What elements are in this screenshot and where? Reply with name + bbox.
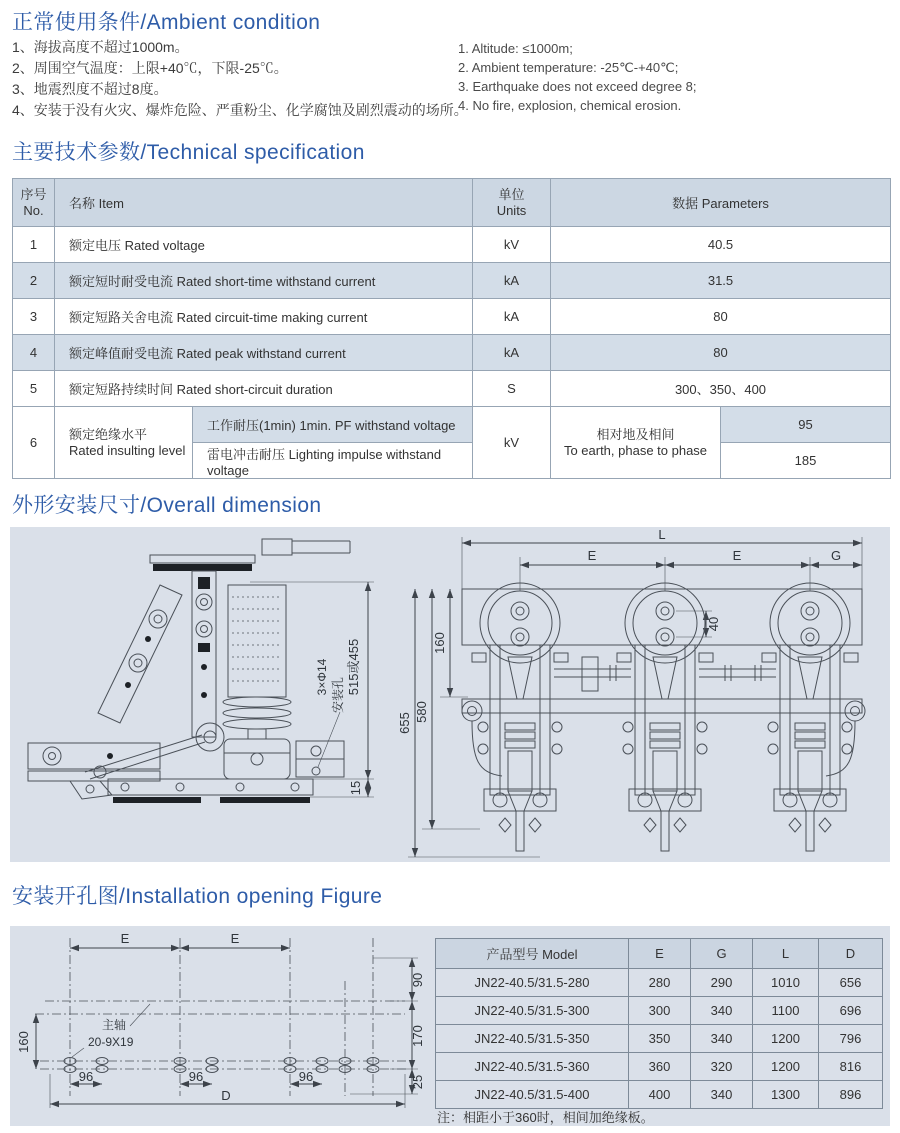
spec-cell-no: 3: [13, 299, 55, 335]
spec-cell-item: 额定短时耐受电流 Rated short-time withstand current: [55, 263, 473, 299]
spec-cell-value: 80: [551, 299, 891, 335]
model-cell: 280: [629, 969, 691, 997]
model-cell: 290: [691, 969, 753, 997]
spec-cell-units: kV: [473, 407, 551, 479]
dim-label-15: 15: [348, 780, 363, 796]
model-cell: JN22-40.5/31.5-300: [436, 997, 629, 1025]
spec-header-row: [13, 179, 891, 227]
ambient-en-item: 4. No fire, explosion, chemical erosion.: [458, 98, 682, 113]
spec-cell-units: kA: [473, 335, 551, 371]
spec-cond-en: To earth, phase to phase: [563, 442, 708, 458]
spec-cell-units: S: [473, 371, 551, 407]
spec-row: [13, 227, 891, 263]
overall-dimension-drawing: [10, 527, 890, 862]
opening-section-title: 安装开孔图/Installation opening Figure: [12, 885, 383, 908]
model-table-note: 注：相距小于360时，相间加绝缘板。: [437, 1110, 654, 1125]
spec-cell-value: 185: [721, 443, 891, 479]
model-cell: JN22-40.5/31.5-400: [436, 1081, 629, 1109]
ambient-section-title: 正常使用条件/Ambient condition: [12, 11, 321, 34]
spec-header-units-cn: 单位: [498, 186, 525, 202]
model-cell: 696: [819, 997, 883, 1025]
dim-label-e1: E: [587, 548, 597, 563]
model-cell: 360: [629, 1053, 691, 1081]
pole-unit: [617, 583, 713, 851]
model-row: [436, 997, 883, 1025]
model-cell: 816: [819, 1053, 883, 1081]
model-table: [435, 938, 883, 1109]
mounting-holes: [64, 1058, 379, 1073]
model-row: [436, 1025, 883, 1053]
dim-label-90: 90: [410, 972, 425, 988]
spec-cell-item: 额定短路关舍电流 Rated circuit-time making current: [55, 299, 473, 335]
model-cell: 320: [691, 1053, 753, 1081]
dim-label-40: 40: [706, 616, 721, 632]
model-cell: 400: [629, 1081, 691, 1109]
spec-header-units-en: Units: [496, 202, 527, 218]
ambient-cn-item: 3、地震烈度不超过8度。: [12, 81, 168, 97]
model-cell: 1100: [753, 997, 819, 1025]
spec-table: [12, 178, 891, 479]
model-cell: JN22-40.5/31.5-350: [436, 1025, 629, 1053]
spec-item-en: Rated insulting level: [69, 442, 186, 458]
dim-label-l: L: [658, 527, 666, 542]
spec-header-no-en: No.: [23, 202, 44, 218]
ambient-cn-item: 1、海拔高度不超过1000m。: [12, 39, 189, 55]
spec-cell-value: 95: [721, 407, 891, 443]
spec-cell-no: 4: [13, 335, 55, 371]
dim-label-holes2: 安装孔: [331, 676, 345, 714]
model-cell: 350: [629, 1025, 691, 1053]
model-cell: 1010: [753, 969, 819, 997]
dim-label-25: 25: [410, 1074, 425, 1090]
spec-header-no-cn: 序号: [20, 186, 47, 202]
spec-cell-value: 40.5: [551, 227, 891, 263]
model-cell: 1200: [753, 1025, 819, 1053]
model-cell: 340: [691, 1025, 753, 1053]
ambient-conditions-cn: [12, 37, 468, 121]
overall-dimension-drawing-panel: [10, 527, 890, 862]
ambient-en-item: 2. Ambient temperature: -25℃-+40℃;: [458, 60, 679, 75]
dim-label-160: 160: [432, 632, 447, 654]
spec-header-item: 名称 Item: [55, 179, 473, 227]
spec-cell-item: 额定峰值耐受电流 Rated peak withstand current: [55, 335, 473, 371]
dim-label-96c: 96: [298, 1069, 314, 1084]
side-view-sketch: [28, 539, 374, 803]
dim-label-e1: E: [120, 931, 130, 946]
dim-label-96a: 96: [78, 1069, 94, 1084]
ambient-en-item: 3. Earthquake does not exceed degree 8;: [458, 79, 697, 94]
spec-header-no: [13, 179, 55, 227]
dim-label-e2: E: [732, 548, 742, 563]
spec-section-title: 主要技术参数/Technical specification: [12, 141, 365, 164]
spec-item-cn: 额定绝缘水平: [69, 426, 148, 442]
dim-label-holes: 3×Φ14: [315, 658, 329, 696]
dim-label-160: 160: [16, 1031, 31, 1053]
ambient-cn-item: 4、安装于没有火灾、爆炸危险、严重粉尘、化学腐蚀及剧烈震动的场所。: [12, 102, 468, 118]
model-cell: 656: [819, 969, 883, 997]
label-hole-spec: 20-9X19: [88, 1035, 134, 1049]
spec-cell-value: 300、350、400: [551, 371, 891, 407]
dim-label-g: G: [830, 548, 842, 563]
spec-row: [13, 335, 891, 371]
label-main-shaft: 主轴: [101, 1018, 127, 1032]
dim-label-170: 170: [410, 1025, 425, 1047]
dim-label-96b: 96: [188, 1069, 204, 1084]
spec-header-units: [473, 179, 551, 227]
spec-cell-subitem: 工作耐压(1min) 1min. PF withstand voltage: [193, 407, 473, 443]
front-view-sketch: [397, 527, 865, 857]
model-header-row: [436, 939, 883, 969]
spec-cell-no: 2: [13, 263, 55, 299]
spec-cond-cn: 相对地及相间: [596, 426, 675, 442]
spec-cell-units: kV: [473, 227, 551, 263]
spec-cell-units: kA: [473, 299, 551, 335]
dim-label-580: 580: [414, 701, 429, 723]
model-cell: JN22-40.5/31.5-360: [436, 1053, 629, 1081]
dim-label-d: D: [221, 1088, 231, 1103]
spec-cell-item: 额定短路持续时间 Rated short-circuit duration: [55, 371, 473, 407]
model-cell: 340: [691, 997, 753, 1025]
dim-label-height: 515或455: [346, 638, 361, 696]
spec-cell-no: 6: [13, 407, 55, 479]
spec-row: [13, 299, 891, 335]
model-header-model: 产品型号 Model: [436, 939, 629, 969]
installation-opening-drawing: [10, 926, 430, 1122]
spec-cell-value: 31.5: [551, 263, 891, 299]
spec-cell-value: 80: [551, 335, 891, 371]
pole-unit: [472, 583, 568, 851]
installation-opening-panel: [10, 926, 890, 1126]
spec-cell-subitem: 雷电冲击耐压 Lighting impulse withstand voltage: [193, 443, 473, 479]
spec-cell-condition: [551, 407, 721, 479]
spec-cell-no: 1: [13, 227, 55, 263]
model-header-e: E: [629, 939, 691, 969]
model-cell: 340: [691, 1081, 753, 1109]
ambient-cn-item: 2、周围空气温度：上限+40℃，下限-25℃。: [12, 60, 288, 76]
spec-cell-no: 5: [13, 371, 55, 407]
model-row: [436, 1081, 883, 1109]
ambient-en-item: 1. Altitude: ≤1000m;: [458, 41, 573, 56]
model-header-d: D: [819, 939, 883, 969]
spec-cell-units: kA: [473, 263, 551, 299]
spec-cell-item: [55, 407, 193, 479]
spec-row-6a: [13, 407, 891, 443]
spec-cell-item: 额定电压 Rated voltage: [55, 227, 473, 263]
dim-label-e2: E: [230, 931, 240, 946]
model-row: [436, 1053, 883, 1081]
model-row: [436, 969, 883, 997]
model-cell: 1200: [753, 1053, 819, 1081]
model-cell: 300: [629, 997, 691, 1025]
model-header-l: L: [753, 939, 819, 969]
spec-row: [13, 263, 891, 299]
model-cell: 1300: [753, 1081, 819, 1109]
pole-unit: [762, 583, 858, 851]
overall-section-title: 外形安装尺寸/Overall dimension: [12, 494, 322, 517]
spec-row: [13, 371, 891, 407]
model-header-g: G: [691, 939, 753, 969]
model-cell: 896: [819, 1081, 883, 1109]
model-cell: 796: [819, 1025, 883, 1053]
spec-header-params: 数据 Parameters: [551, 179, 891, 227]
ambient-conditions-en: [458, 39, 697, 115]
model-cell: JN22-40.5/31.5-280: [436, 969, 629, 997]
dim-label-655: 655: [397, 712, 412, 734]
